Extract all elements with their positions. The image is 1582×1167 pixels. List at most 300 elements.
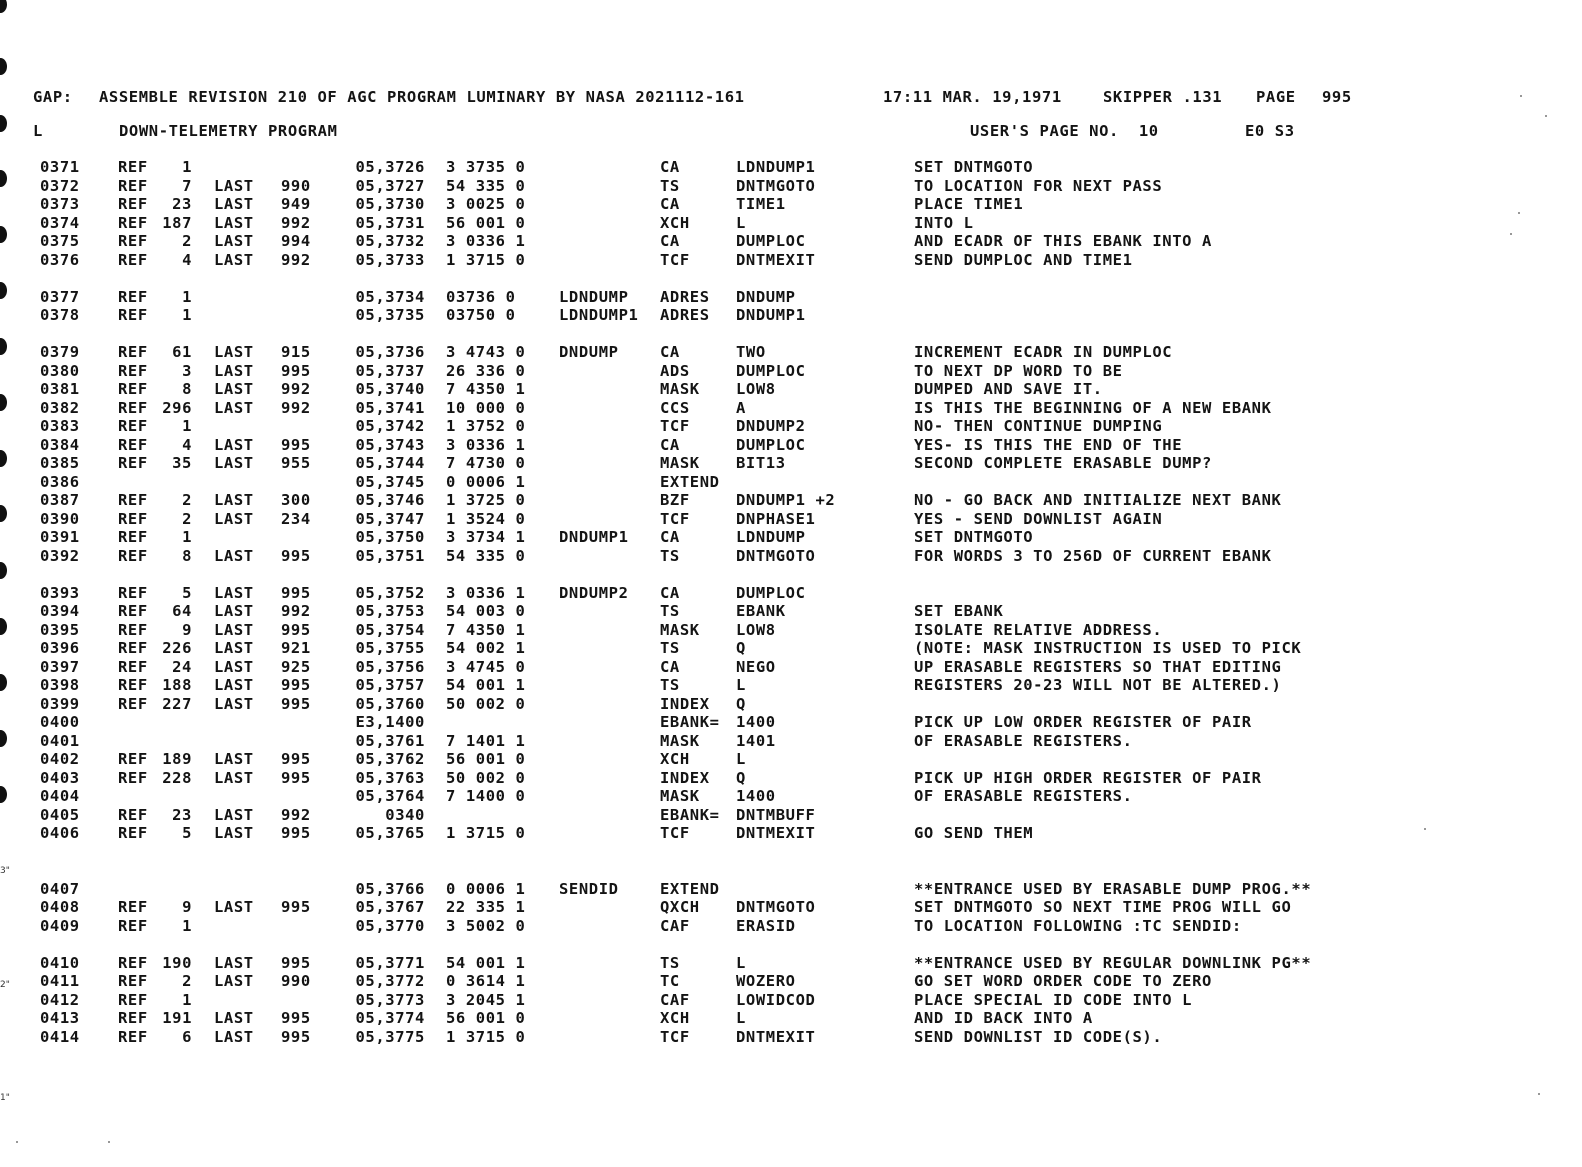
comment: INCREMENT ECADR IN DUMPLOC xyxy=(914,343,1173,361)
last-page: 995 xyxy=(281,898,311,916)
octal-word: 56 001 0 xyxy=(446,214,526,232)
address: 05,3750 xyxy=(355,528,425,546)
last-page: 995 xyxy=(281,584,311,602)
address: 05,3760 xyxy=(355,695,425,713)
operand: DUMPLOC xyxy=(736,362,806,380)
operand: A xyxy=(736,399,746,417)
octal-word: 0 0006 1 xyxy=(446,880,526,898)
line-number: 0392 xyxy=(40,547,80,565)
ref-keyword: REF xyxy=(118,1028,148,1046)
last-keyword: LAST xyxy=(214,399,254,417)
octal-word: 54 335 0 xyxy=(446,547,526,565)
header-title: ASSEMBLE REVISION 210 OF AGC PROGRAM LUMINARY BY NASA 2021112-161 xyxy=(99,88,745,106)
address: 05,3742 xyxy=(355,417,425,435)
line-number: 0409 xyxy=(40,917,80,935)
operand: Q xyxy=(736,769,746,787)
opcode: TCF xyxy=(660,510,690,528)
octal-word: 56 001 0 xyxy=(446,1009,526,1027)
ref-count: 227 xyxy=(162,695,192,713)
ref-keyword: REF xyxy=(118,1009,148,1027)
last-keyword: LAST xyxy=(214,1009,254,1027)
speck xyxy=(1538,1093,1540,1095)
last-page: 992 xyxy=(281,251,311,269)
ref-count: 6 xyxy=(182,1028,192,1046)
binder-hole xyxy=(0,730,7,747)
ref-count: 188 xyxy=(162,676,192,694)
last-page: 995 xyxy=(281,1009,311,1027)
octal-word: 3 5002 0 xyxy=(446,917,526,935)
last-keyword: LAST xyxy=(214,898,254,916)
binder-hole xyxy=(0,562,7,579)
binder-hole xyxy=(0,338,7,355)
comment: SET DNTMGOTO xyxy=(914,528,1034,546)
octal-word: 1 3715 0 xyxy=(446,1028,526,1046)
address: 05,3765 xyxy=(355,824,425,842)
ref-count: 2 xyxy=(182,510,192,528)
line-number: 0380 xyxy=(40,362,80,380)
opcode: CA xyxy=(660,528,680,546)
ref-keyword: REF xyxy=(118,362,148,380)
line-number: 0387 xyxy=(40,491,80,509)
binder-hole xyxy=(0,226,7,243)
comment: REGISTERS 20-23 WILL NOT BE ALTERED.) xyxy=(914,676,1282,694)
address: 05,3743 xyxy=(355,436,425,454)
opcode: QXCH xyxy=(660,898,700,916)
line-number: 0382 xyxy=(40,399,80,417)
margin-mark: 2" xyxy=(0,980,10,990)
comment: GO SET WORD ORDER CODE TO ZERO xyxy=(914,972,1212,990)
ref-count: 2 xyxy=(182,972,192,990)
line-number: 0394 xyxy=(40,602,80,620)
last-page: 995 xyxy=(281,824,311,842)
opcode: TCF xyxy=(660,824,690,842)
line-number: 0400 xyxy=(40,713,80,731)
address: 05,3732 xyxy=(355,232,425,250)
operand: DNPHASE1 xyxy=(736,510,816,528)
ref-count: 1 xyxy=(182,991,192,1009)
opcode: MASK xyxy=(660,380,700,398)
ref-count: 23 xyxy=(172,195,192,213)
ref-keyword: REF xyxy=(118,343,148,361)
octal-word: 0 0006 1 xyxy=(446,473,526,491)
line-number: 0402 xyxy=(40,750,80,768)
line-number: 0393 xyxy=(40,584,80,602)
line-number: 0371 xyxy=(40,158,80,176)
comment: IS THIS THE BEGINNING OF A NEW EBANK xyxy=(914,399,1272,417)
ref-count: 1 xyxy=(182,417,192,435)
last-keyword: LAST xyxy=(214,658,254,676)
last-keyword: LAST xyxy=(214,547,254,565)
last-keyword: LAST xyxy=(214,177,254,195)
line-number: 0372 xyxy=(40,177,80,195)
ref-keyword: REF xyxy=(118,769,148,787)
last-keyword: LAST xyxy=(214,602,254,620)
speck xyxy=(16,1141,18,1143)
operand: DNDUMP2 xyxy=(736,417,806,435)
ref-count: 226 xyxy=(162,639,192,657)
last-keyword: LAST xyxy=(214,436,254,454)
binder-hole xyxy=(0,394,7,411)
binder-hole xyxy=(0,786,7,803)
opcode: EXTEND xyxy=(660,473,720,491)
ref-keyword: REF xyxy=(118,824,148,842)
operand: 1400 xyxy=(736,787,776,805)
opcode: XCH xyxy=(660,214,690,232)
last-page: 994 xyxy=(281,232,311,250)
ref-count: 1 xyxy=(182,917,192,935)
operand: L xyxy=(736,750,746,768)
comment: UP ERASABLE REGISTERS SO THAT EDITING xyxy=(914,658,1282,676)
ref-keyword: REF xyxy=(118,288,148,306)
operand: DUMPLOC xyxy=(736,584,806,602)
address: 05,3740 xyxy=(355,380,425,398)
line-number: 0412 xyxy=(40,991,80,1009)
opcode: XCH xyxy=(660,750,690,768)
ref-keyword: REF xyxy=(118,528,148,546)
last-page: 995 xyxy=(281,436,311,454)
address: 05,3747 xyxy=(355,510,425,528)
last-keyword: LAST xyxy=(214,676,254,694)
line-number: 0405 xyxy=(40,806,80,824)
comment: NO - GO BACK AND INITIALIZE NEXT BANK xyxy=(914,491,1282,509)
operand: Q xyxy=(736,695,746,713)
last-page: 990 xyxy=(281,177,311,195)
margin-mark: 1" xyxy=(0,1093,10,1103)
ref-keyword: REF xyxy=(118,676,148,694)
operand: LOW8 xyxy=(736,621,776,639)
subheader-code: E0 S3 xyxy=(1245,122,1295,140)
ref-count: 8 xyxy=(182,547,192,565)
address: 05,3726 xyxy=(355,158,425,176)
opcode: XCH xyxy=(660,1009,690,1027)
opcode: ADRES xyxy=(660,288,710,306)
opcode: ADS xyxy=(660,362,690,380)
ref-keyword: REF xyxy=(118,658,148,676)
comment: SET DNTMGOTO xyxy=(914,158,1034,176)
line-number: 0383 xyxy=(40,417,80,435)
address: 05,3730 xyxy=(355,195,425,213)
opcode: INDEX xyxy=(660,695,710,713)
ref-keyword: REF xyxy=(118,547,148,565)
ref-keyword: REF xyxy=(118,251,148,269)
opcode: CA xyxy=(660,195,680,213)
octal-word: 3 0336 1 xyxy=(446,436,526,454)
ref-count: 23 xyxy=(172,806,192,824)
line-number: 0399 xyxy=(40,695,80,713)
last-keyword: LAST xyxy=(214,251,254,269)
address: 05,3775 xyxy=(355,1028,425,1046)
ref-count: 35 xyxy=(172,454,192,472)
operand: DNDUMP1 xyxy=(736,306,806,324)
header-page-label: PAGE xyxy=(1256,88,1296,106)
ref-count: 8 xyxy=(182,380,192,398)
opcode: TS xyxy=(660,602,680,620)
ref-count: 5 xyxy=(182,584,192,602)
comment: SEND DOWNLIST ID CODE(S). xyxy=(914,1028,1163,1046)
operand: L xyxy=(736,676,746,694)
operand: DNTMGOTO xyxy=(736,177,816,195)
ref-count: 296 xyxy=(162,399,192,417)
ref-keyword: REF xyxy=(118,454,148,472)
octal-word: 1 3715 0 xyxy=(446,824,526,842)
address: 05,3733 xyxy=(355,251,425,269)
binder-hole xyxy=(0,0,7,13)
section-title: DOWN-TELEMETRY PROGRAM xyxy=(119,122,338,140)
operand: DNTMEXIT xyxy=(736,1028,816,1046)
ref-count: 2 xyxy=(182,232,192,250)
comment: GO SEND THEM xyxy=(914,824,1034,842)
ref-count: 61 xyxy=(172,343,192,361)
comment: OF ERASABLE REGISTERS. xyxy=(914,787,1133,805)
line-number: 0381 xyxy=(40,380,80,398)
operand: DNTMBUFF xyxy=(736,806,816,824)
last-page: 949 xyxy=(281,195,311,213)
comment: TO LOCATION FOR NEXT PASS xyxy=(914,177,1163,195)
ref-keyword: REF xyxy=(118,639,148,657)
ref-keyword: REF xyxy=(118,417,148,435)
operand: DNTMEXIT xyxy=(736,824,816,842)
last-page: 995 xyxy=(281,547,311,565)
operand: L xyxy=(736,1009,746,1027)
last-page: 990 xyxy=(281,972,311,990)
address: 05,3736 xyxy=(355,343,425,361)
operand: TWO xyxy=(736,343,766,361)
address: 05,3753 xyxy=(355,602,425,620)
octal-word: 7 4730 0 xyxy=(446,454,526,472)
octal-word: 22 335 1 xyxy=(446,898,526,916)
opcode: CAF xyxy=(660,991,690,1009)
line-number: 0407 xyxy=(40,880,80,898)
opcode: EXTEND xyxy=(660,880,720,898)
operand: DNTMGOTO xyxy=(736,547,816,565)
line-number: 0385 xyxy=(40,454,80,472)
ref-count: 7 xyxy=(182,177,192,195)
line-number: 0406 xyxy=(40,824,80,842)
comment: **ENTRANCE USED BY ERASABLE DUMP PROG.** xyxy=(914,880,1312,898)
octal-word: 1 3715 0 xyxy=(446,251,526,269)
symbol-label: LDNDUMP1 xyxy=(559,306,639,324)
line-number: 0373 xyxy=(40,195,80,213)
comment: **ENTRANCE USED BY REGULAR DOWNLINK PG** xyxy=(914,954,1312,972)
opcode: CA xyxy=(660,436,680,454)
operand: ERASID xyxy=(736,917,796,935)
octal-word: 54 003 0 xyxy=(446,602,526,620)
last-page: 992 xyxy=(281,214,311,232)
last-keyword: LAST xyxy=(214,972,254,990)
comment: (NOTE: MASK INSTRUCTION IS USED TO PICK xyxy=(914,639,1302,657)
comment: SET DNTMGOTO SO NEXT TIME PROG WILL GO xyxy=(914,898,1292,916)
octal-word: 03736 0 xyxy=(446,288,516,306)
address: 05,3735 xyxy=(355,306,425,324)
opcode: MASK xyxy=(660,732,700,750)
ref-count: 9 xyxy=(182,621,192,639)
address: 05,3752 xyxy=(355,584,425,602)
last-page: 995 xyxy=(281,362,311,380)
octal-word: 50 002 0 xyxy=(446,769,526,787)
last-page: 300 xyxy=(281,491,311,509)
header-user: SKIPPER .131 xyxy=(1103,88,1223,106)
ref-count: 4 xyxy=(182,436,192,454)
opcode: CA xyxy=(660,232,680,250)
line-number: 0377 xyxy=(40,288,80,306)
ref-keyword: REF xyxy=(118,214,148,232)
binder-hole xyxy=(0,505,7,522)
ref-count: 187 xyxy=(162,214,192,232)
opcode: CA xyxy=(660,158,680,176)
last-page: 995 xyxy=(281,695,311,713)
operand: WOZERO xyxy=(736,972,796,990)
octal-word: 7 1401 1 xyxy=(446,732,526,750)
operand: DNDUMP xyxy=(736,288,796,306)
opcode: BZF xyxy=(660,491,690,509)
operand: LDNDUMP xyxy=(736,528,806,546)
line-number: 0378 xyxy=(40,306,80,324)
ref-keyword: REF xyxy=(118,491,148,509)
octal-word: 3 0336 1 xyxy=(446,232,526,250)
binder-hole xyxy=(0,282,7,299)
ref-keyword: REF xyxy=(118,602,148,620)
last-page: 925 xyxy=(281,658,311,676)
octal-word: 56 001 0 xyxy=(446,750,526,768)
address: 05,3737 xyxy=(355,362,425,380)
last-keyword: LAST xyxy=(214,639,254,657)
speck xyxy=(1510,233,1512,235)
opcode: CA xyxy=(660,584,680,602)
address: 0340 xyxy=(385,806,425,824)
line-number: 0395 xyxy=(40,621,80,639)
address: 05,3727 xyxy=(355,177,425,195)
operand: DNTMGOTO xyxy=(736,898,816,916)
comment: YES - SEND DOWNLIST AGAIN xyxy=(914,510,1163,528)
last-keyword: LAST xyxy=(214,824,254,842)
line-number: 0401 xyxy=(40,732,80,750)
operand: 1400 xyxy=(736,713,776,731)
line-number: 0386 xyxy=(40,473,80,491)
opcode: CA xyxy=(660,343,680,361)
ref-keyword: REF xyxy=(118,917,148,935)
octal-word: 54 002 1 xyxy=(446,639,526,657)
line-number: 0374 xyxy=(40,214,80,232)
operand: LOW8 xyxy=(736,380,776,398)
octal-word: 03750 0 xyxy=(446,306,516,324)
comment: ISOLATE RELATIVE ADDRESS. xyxy=(914,621,1163,639)
ref-count: 5 xyxy=(182,824,192,842)
subheader-bank-letter: L xyxy=(33,122,43,140)
last-keyword: LAST xyxy=(214,510,254,528)
octal-word: 54 001 1 xyxy=(446,954,526,972)
ref-keyword: REF xyxy=(118,954,148,972)
octal-word: 3 3735 0 xyxy=(446,158,526,176)
comment: TO LOCATION FOLLOWING :TC SENDID: xyxy=(914,917,1242,935)
operand: L xyxy=(736,214,746,232)
octal-word: 54 001 1 xyxy=(446,676,526,694)
line-number: 0414 xyxy=(40,1028,80,1046)
last-keyword: LAST xyxy=(214,584,254,602)
line-number: 0390 xyxy=(40,510,80,528)
last-page: 995 xyxy=(281,621,311,639)
last-keyword: LAST xyxy=(214,380,254,398)
binder-hole xyxy=(0,618,7,635)
opcode: MASK xyxy=(660,621,700,639)
last-page: 992 xyxy=(281,806,311,824)
operand: NEGO xyxy=(736,658,776,676)
last-page: 995 xyxy=(281,769,311,787)
last-page: 992 xyxy=(281,399,311,417)
operand: EBANK xyxy=(736,602,786,620)
last-keyword: LAST xyxy=(214,491,254,509)
ref-keyword: REF xyxy=(118,991,148,1009)
line-number: 0411 xyxy=(40,972,80,990)
opcode: TS xyxy=(660,639,680,657)
address: 05,3773 xyxy=(355,991,425,1009)
address: 05,3751 xyxy=(355,547,425,565)
ref-count: 189 xyxy=(162,750,192,768)
line-number: 0396 xyxy=(40,639,80,657)
ref-keyword: REF xyxy=(118,177,148,195)
speck xyxy=(108,1141,110,1143)
operand: Q xyxy=(736,639,746,657)
last-keyword: LAST xyxy=(214,362,254,380)
ref-keyword: REF xyxy=(118,232,148,250)
address: 05,3761 xyxy=(355,732,425,750)
last-keyword: LAST xyxy=(214,454,254,472)
line-number: 0398 xyxy=(40,676,80,694)
ref-keyword: REF xyxy=(118,898,148,916)
last-keyword: LAST xyxy=(214,1028,254,1046)
octal-word: 0 3614 1 xyxy=(446,972,526,990)
ref-keyword: REF xyxy=(118,306,148,324)
octal-word: 1 3725 0 xyxy=(446,491,526,509)
ref-keyword: REF xyxy=(118,806,148,824)
header-datetime: 17:11 MAR. 19,1971 xyxy=(883,88,1062,106)
address: 05,3771 xyxy=(355,954,425,972)
comment: PICK UP HIGH ORDER REGISTER OF PAIR xyxy=(914,769,1262,787)
ref-count: 1 xyxy=(182,306,192,324)
header-page-number: 995 xyxy=(1322,88,1352,106)
opcode: TS xyxy=(660,177,680,195)
operand: DNTMEXIT xyxy=(736,251,816,269)
speck xyxy=(1545,115,1547,117)
line-number: 0404 xyxy=(40,787,80,805)
line-number: 0379 xyxy=(40,343,80,361)
symbol-label: DNDUMP2 xyxy=(559,584,629,602)
comment: INTO L xyxy=(914,214,974,232)
ref-count: 3 xyxy=(182,362,192,380)
ref-keyword: REF xyxy=(118,584,148,602)
opcode: MASK xyxy=(660,787,700,805)
speck xyxy=(1520,95,1522,97)
last-keyword: LAST xyxy=(214,195,254,213)
opcode: CA xyxy=(660,658,680,676)
ref-keyword: REF xyxy=(118,621,148,639)
opcode: TCF xyxy=(660,251,690,269)
user-page-number: USER'S PAGE NO. 10 xyxy=(970,122,1159,140)
ref-keyword: REF xyxy=(118,399,148,417)
last-page: 995 xyxy=(281,676,311,694)
line-number: 0384 xyxy=(40,436,80,454)
ref-keyword: REF xyxy=(118,195,148,213)
line-number: 0413 xyxy=(40,1009,80,1027)
line-number: 0397 xyxy=(40,658,80,676)
comment: NO- THEN CONTINUE DUMPING xyxy=(914,417,1163,435)
operand: TIME1 xyxy=(736,195,786,213)
opcode: TCF xyxy=(660,1028,690,1046)
octal-word: 10 000 0 xyxy=(446,399,526,417)
ref-count: 190 xyxy=(162,954,192,972)
ref-keyword: REF xyxy=(118,695,148,713)
octal-word: 3 0025 0 xyxy=(446,195,526,213)
ref-count: 1 xyxy=(182,288,192,306)
